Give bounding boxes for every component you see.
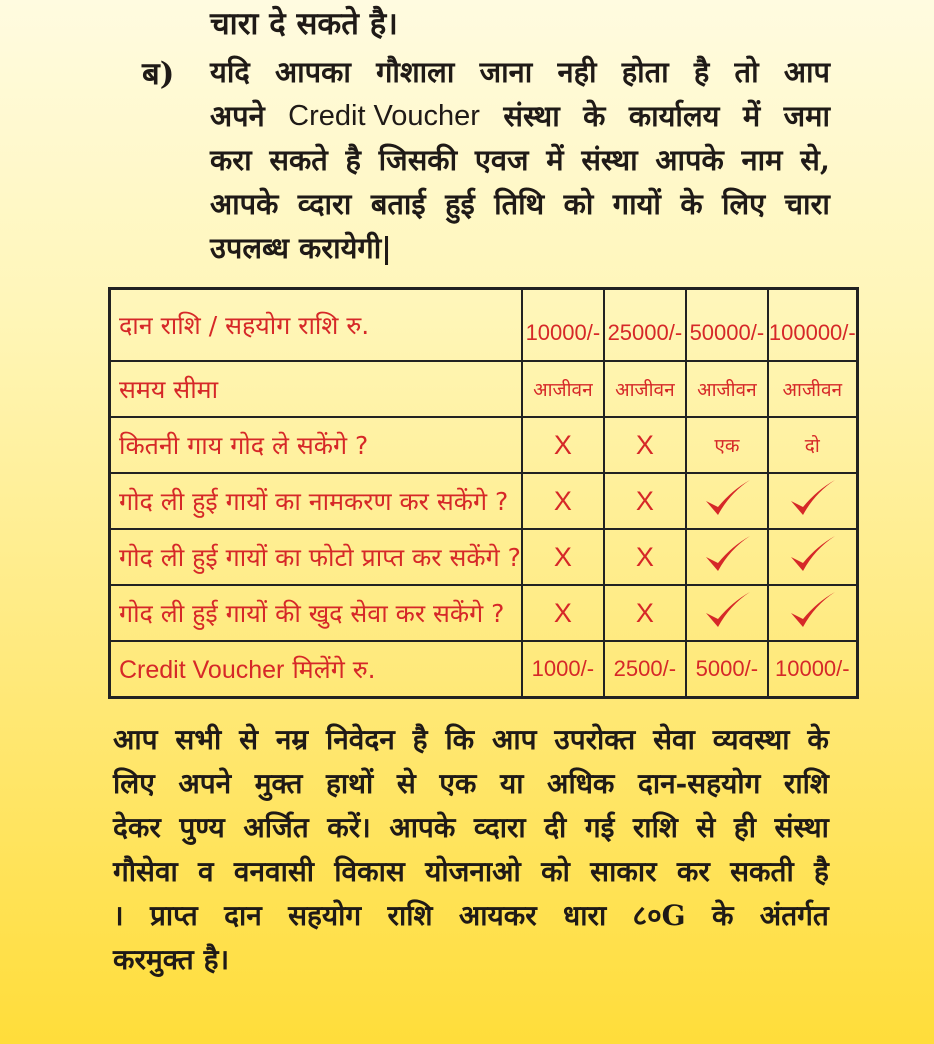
word: सकते [269,143,328,177]
word: मुक्त [254,767,303,800]
text-line [210,52,830,96]
checkmark-icon [768,585,857,641]
feature-value: दो [768,417,857,473]
word: निवेदन [326,723,395,756]
word: एक [439,767,477,800]
donation-table [108,287,859,699]
feature-label: कितनी गाय गोद ले सकेंगे ? [110,417,522,473]
word: योजनाओ [425,855,521,888]
cross-mark: X [522,473,604,529]
word: संस्था [581,143,638,177]
word: आपका [274,55,351,89]
text-line [113,940,829,984]
cross-mark: X [604,585,686,641]
word: आप [491,723,537,756]
intro-tail: चारा दे सकते है। [210,6,398,42]
cross-mark: X [604,417,686,473]
voucher-value: 2500/- [604,641,686,698]
word: व [198,855,214,888]
checkmark-icon [686,529,768,585]
feature-value: आजीवन [522,361,604,417]
word: के [807,723,829,756]
word: होता [621,55,669,89]
word: Credit Voucher [288,100,480,132]
word: वनवासी [233,855,315,888]
word: हाथों [326,767,374,800]
word: अर्जित [243,811,309,844]
word: सहयोग [288,899,362,932]
word: जिसकी [378,143,458,177]
word: विकास [334,855,405,888]
word: में [546,143,564,177]
voucher-label-hindi: मिलेंगे रु. [284,655,376,684]
cross-mark: X [522,585,604,641]
text-line [113,852,829,896]
feature-row [110,473,858,529]
word: व्दारा [297,187,352,221]
voucher-label-latin: Credit Voucher [119,656,285,684]
voucher-value: 5000/- [686,641,768,698]
word: को [563,187,594,221]
text-line [113,764,829,808]
checkmark-icon [768,529,857,585]
feature-value: आजीवन [768,361,857,417]
checkmark-icon [686,585,768,641]
word: एवज [474,143,529,177]
word: । [113,899,124,932]
option-b-marker: ब) [142,56,175,92]
word: में [742,99,761,133]
word: दान-सहयोग [638,767,761,800]
word: राशि [783,767,829,800]
word: धारा [563,899,607,932]
word: पुण्य [179,811,225,844]
voucher-value: 1000/- [522,641,604,698]
word: के [680,187,703,221]
word: दी [544,811,567,844]
word: दान [224,899,262,932]
word: देकर [113,811,161,844]
word: करमुक्त [113,943,194,976]
word: जमा [783,99,830,133]
feature-label: गोद ली हुई गायों का फोटो प्राप्त कर सकेंगे ? [110,529,522,585]
word: आप [113,723,158,756]
word: गायों [612,187,661,221]
word: उपलब्ध [210,231,289,265]
cross-mark: X [604,529,686,585]
feature-row [110,417,858,473]
feature-label: गोद ली हुई गायों का नामकरण कर सकेंगे ? [110,473,522,529]
word: गौसेवा [113,855,178,888]
closing-paragraph [113,720,829,984]
word: नम्र [275,723,309,756]
cross-mark: X [522,529,604,585]
word: आप [783,55,830,89]
word: करायेगी| [298,231,392,265]
amount-cell: 10000/- [522,289,604,362]
voucher-row [110,641,858,698]
word: अपने [210,99,265,133]
text-line [113,720,829,764]
text-line [210,228,830,272]
word: तो [734,55,759,89]
word: सभी [175,723,222,756]
word: राशि [387,899,433,932]
word: से [239,723,259,756]
word: प्राप्त [149,899,198,932]
word: अधिक [547,767,615,800]
word: बताई [370,187,426,221]
word: हुई [445,187,475,221]
amount-cell: 25000/- [604,289,686,362]
word: अपने [178,767,232,800]
word: नाम [741,143,783,177]
word: करा [210,143,252,177]
word: है। [203,943,230,976]
cross-mark: X [522,417,604,473]
text-line [210,140,830,184]
word: को [541,855,570,888]
word: सकती [730,855,794,888]
amount-header-label: दान राशि / सहयोग राशि रु. [110,289,522,362]
word: के [583,99,606,133]
word: अंतर्गत [759,899,829,932]
word: आपके [655,143,724,177]
word: संस्था [503,99,560,133]
word: से [696,811,716,844]
word: गौशाला [376,55,455,89]
word: चारा [784,187,830,221]
cross-mark: X [604,473,686,529]
text-line [113,808,829,852]
word: लिए [722,187,766,221]
amount-cell: 50000/- [686,289,768,362]
word: ही [733,811,756,844]
word: है [693,55,710,89]
word: से [396,767,416,800]
word: व्यवस्था [712,723,790,756]
text-line [113,896,829,940]
feature-label: गोद ली हुई गायों की खुद सेवा कर सकेंगे ? [110,585,522,641]
text-line [210,184,830,228]
amount-row [110,289,858,362]
checkmark-icon [686,473,768,529]
word: आयकर [458,899,537,932]
word: जाना [479,55,533,89]
feature-value: आजीवन [604,361,686,417]
word: तिथि [494,187,545,221]
word: है [814,855,829,888]
word: संस्था [774,811,829,844]
word: उपरोक्त [554,723,636,756]
checkmark-icon [768,473,857,529]
word: आपके [389,811,456,844]
voucher-value: 10000/- [768,641,857,698]
word: या [499,767,524,800]
amount-cell: 100000/- [768,289,857,362]
word: कार्यालय [628,99,720,133]
option-b-lines [210,52,830,272]
feature-row [110,529,858,585]
text-line [210,96,830,140]
word: कर [676,855,710,888]
feature-value: आजीवन [686,361,768,417]
word: है [412,723,428,756]
feature-label: समय सीमा [110,361,522,417]
feature-row [110,361,858,417]
word: से, [800,143,830,177]
word: साकार [590,855,657,888]
word: नही [557,55,597,89]
word: व्दारा [473,811,526,844]
feature-value: एक [686,417,768,473]
word: कि [445,723,475,756]
feature-row [110,585,858,641]
word: सेवा [653,723,695,756]
word: के [711,899,734,932]
word: यदि [210,55,250,89]
voucher-label [110,641,522,698]
word: है [345,143,361,177]
word: ८०G [632,899,686,932]
word: लिए [113,767,155,800]
word: आपके [210,187,279,221]
word: करें। [327,811,371,844]
word: राशि [632,811,678,844]
word: गई [584,811,615,844]
